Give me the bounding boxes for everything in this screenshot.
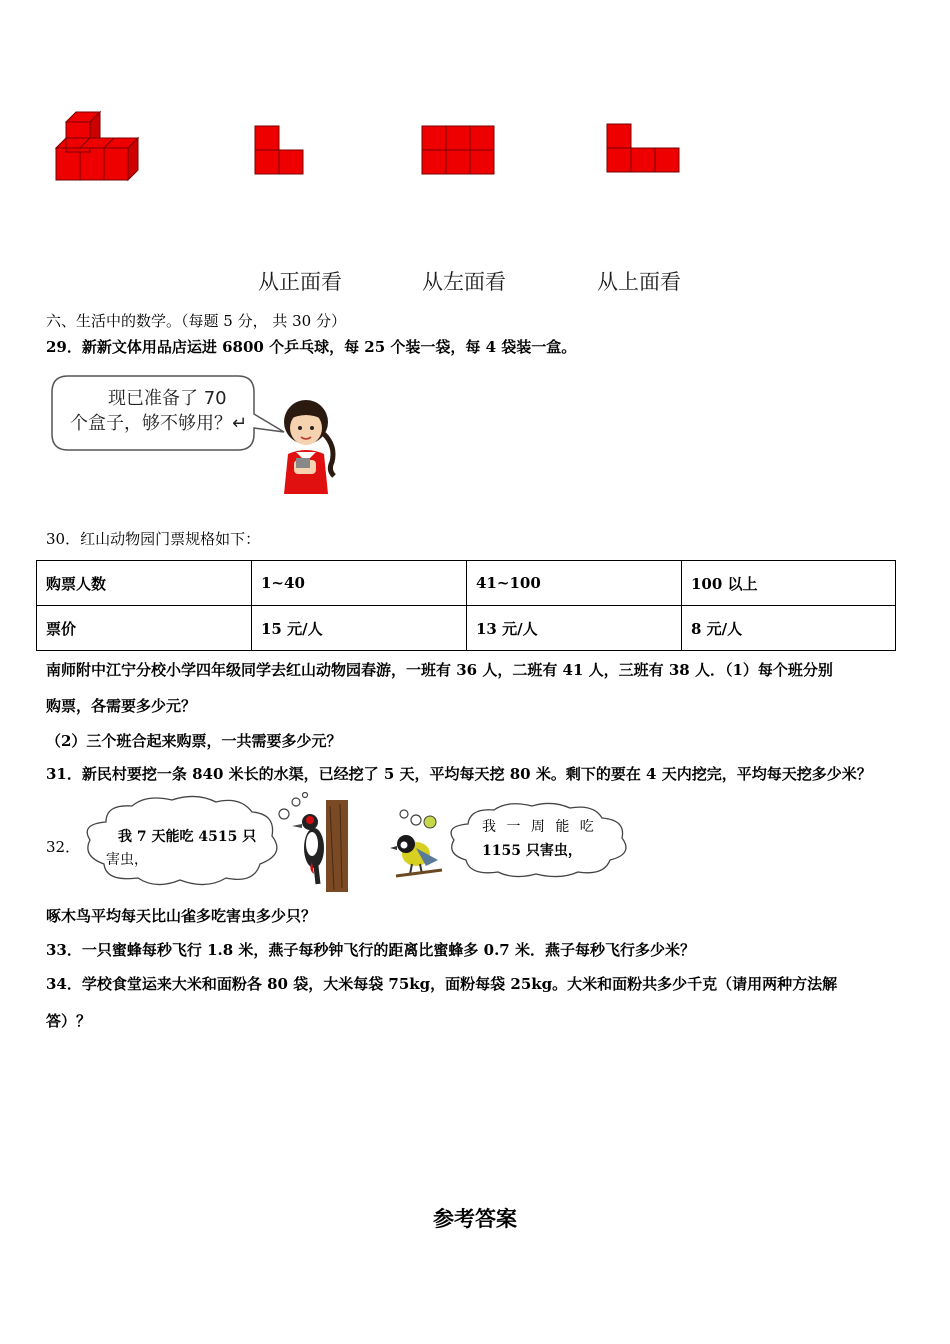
question-34-line-1: 34．学校食堂运来大米和面粉各 80 袋，大米每袋 75kg，面粉每袋 25kg。大米和面粉共多少千克（请用两种方法解 (46, 975, 838, 993)
front-view-figure (253, 124, 305, 176)
question-31: 31．新民村要挖一条 840 米长的水渠，已经挖了 5 天，平均每天挖 80 米。剩下的要在 4 天内挖完，平均每天挖多少米？ (46, 765, 872, 783)
girl-illustration (262, 394, 346, 496)
cloud-1-line-2: 害虫， (106, 852, 148, 868)
question-33: 33．一只蜜蜂每秒飞行 1.8 米，燕子每秒钟飞行的距离比蜜蜂多 0.7 米．燕子每秒飞行多少米？ (46, 941, 695, 959)
bubble-line-1: 现已准备了 70 (108, 388, 227, 409)
cube-solid-figure (50, 108, 155, 188)
table-cell: 8 元/人 (682, 606, 896, 651)
ticket-price-table (36, 560, 896, 651)
top-view-figure (605, 122, 681, 174)
question-32-number: 32． (46, 838, 81, 856)
table-cell: 购票人数 (37, 561, 252, 606)
titmouse-illustration (386, 808, 446, 882)
question-32-text: 啄木鸟平均每天比山雀多吃害虫多少只？ (46, 907, 317, 925)
table-cell: 15 元/人 (252, 606, 467, 651)
table-cell: 票价 (37, 606, 252, 651)
view-label-top: 从上面看 (597, 270, 681, 294)
question-30-intro: 30．红山动物园门票规格如下： (46, 530, 261, 548)
left-view-figure (420, 124, 496, 176)
table-row (37, 606, 896, 651)
question-30-line-2: 购票，各需要多少元？ (46, 697, 197, 715)
question-30-line-3: （2）三个班合起来购票，一共需要多少元？ (46, 732, 342, 750)
answer-title: 参考答案 (433, 1206, 517, 1231)
woodpecker-illustration (288, 800, 352, 892)
table-cell: 1~40 (252, 561, 467, 606)
table-cell: 13 元/人 (467, 606, 682, 651)
cloud-2-line-2: 1155 只害虫， (482, 843, 582, 859)
view-label-left: 从左面看 (422, 270, 506, 294)
question-30-line-1: 南师附中江宁分校小学四年级同学去红山动物园春游，一班有 36 人，二班有 41 人，三班有 38 人．（1）每个班分别 (46, 661, 833, 679)
bubble-line-2: 个盒子，够不够用？↵ (70, 413, 248, 434)
table-row (37, 561, 896, 606)
question-29: 29．新新文体用品店运进 6800 个乒乓球，每 25 个装一袋，每 4 袋装一盒。 (46, 338, 577, 356)
section-heading: 六、生活中的数学。（每题 5 分， 共 30 分） (46, 312, 346, 330)
table-cell: 100 以上 (682, 561, 896, 606)
cloud-2-line-1: 我 一 周 能 吃 (482, 819, 597, 835)
cloud-1-line-1: 我 7 天能吃 4515 只 (118, 829, 257, 845)
question-34-line-2: 答）？ (46, 1012, 92, 1030)
view-label-front: 从正面看 (258, 270, 342, 294)
table-cell: 41~100 (467, 561, 682, 606)
